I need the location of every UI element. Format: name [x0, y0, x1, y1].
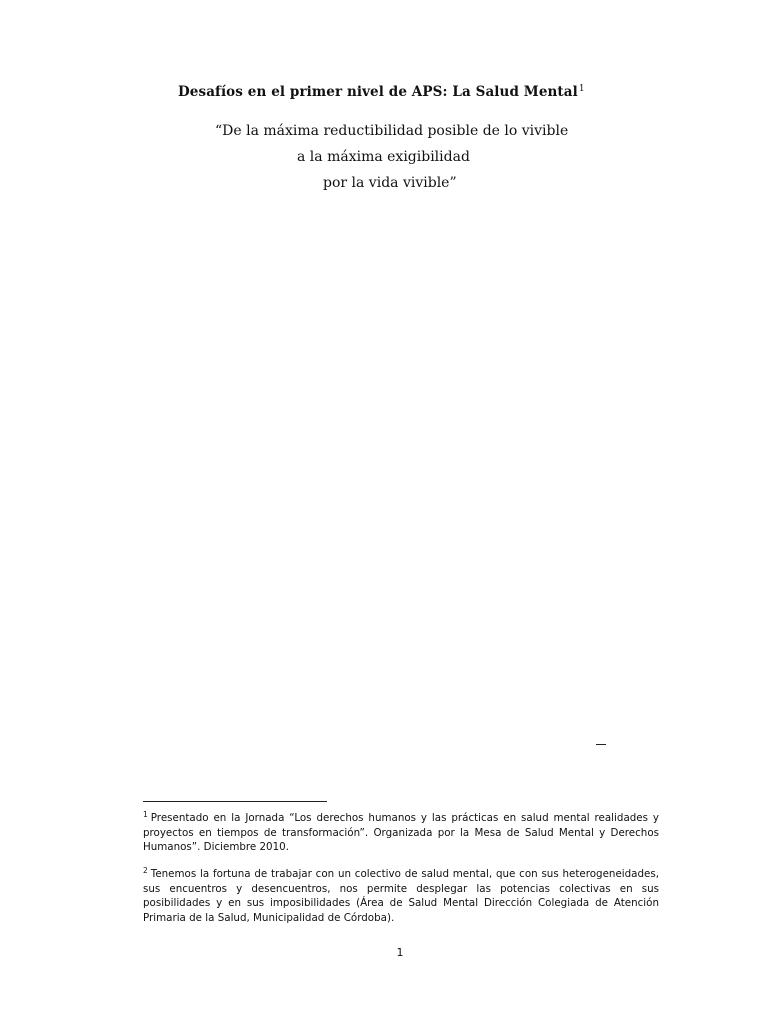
- footnote-1: [143, 808, 659, 855]
- page-number: 1: [396, 946, 404, 959]
- dash-mark: [596, 744, 606, 745]
- epigraph-line-3: por la vida vivible”: [323, 175, 457, 191]
- footnote-1-text: Presentado en la Jornada “Los derechos humanos y las prácticas en salud mental realidades y proyectos en tiempos de transformación”. Organizada por la Mesa de Salud Mental y Derechos Humanos”. Diciembre 2010.: [143, 812, 659, 854]
- document-title: [178, 84, 585, 100]
- footnote-2-text: Tenemos la fortuna de trabajar con un colectivo de salud mental, que con sus heterogeneidades, sus encuentros y desencuentros, nos permite desplegar las potencias colectivas en sus posibilidades y en sus imposibilidades (Área de Salud Mental Dirección Colegiada de Atención Primaria de la Salud, Municipalidad de Córdoba).: [143, 868, 659, 925]
- epigraph-line-1: “De la máxima reductibilidad posible de lo vivible: [215, 123, 569, 139]
- epigraph-line-2: a la máxima exigibilidad: [297, 149, 470, 165]
- footnote-separator: [143, 801, 327, 802]
- footnote-2-marker: 2: [143, 866, 148, 875]
- title-footnote-marker: 1: [578, 84, 585, 94]
- title-text: Desafíos en el primer nivel de APS: La Salud Mental: [178, 84, 578, 100]
- footnote-1-marker: 1: [143, 810, 148, 819]
- footnote-2: [143, 864, 659, 926]
